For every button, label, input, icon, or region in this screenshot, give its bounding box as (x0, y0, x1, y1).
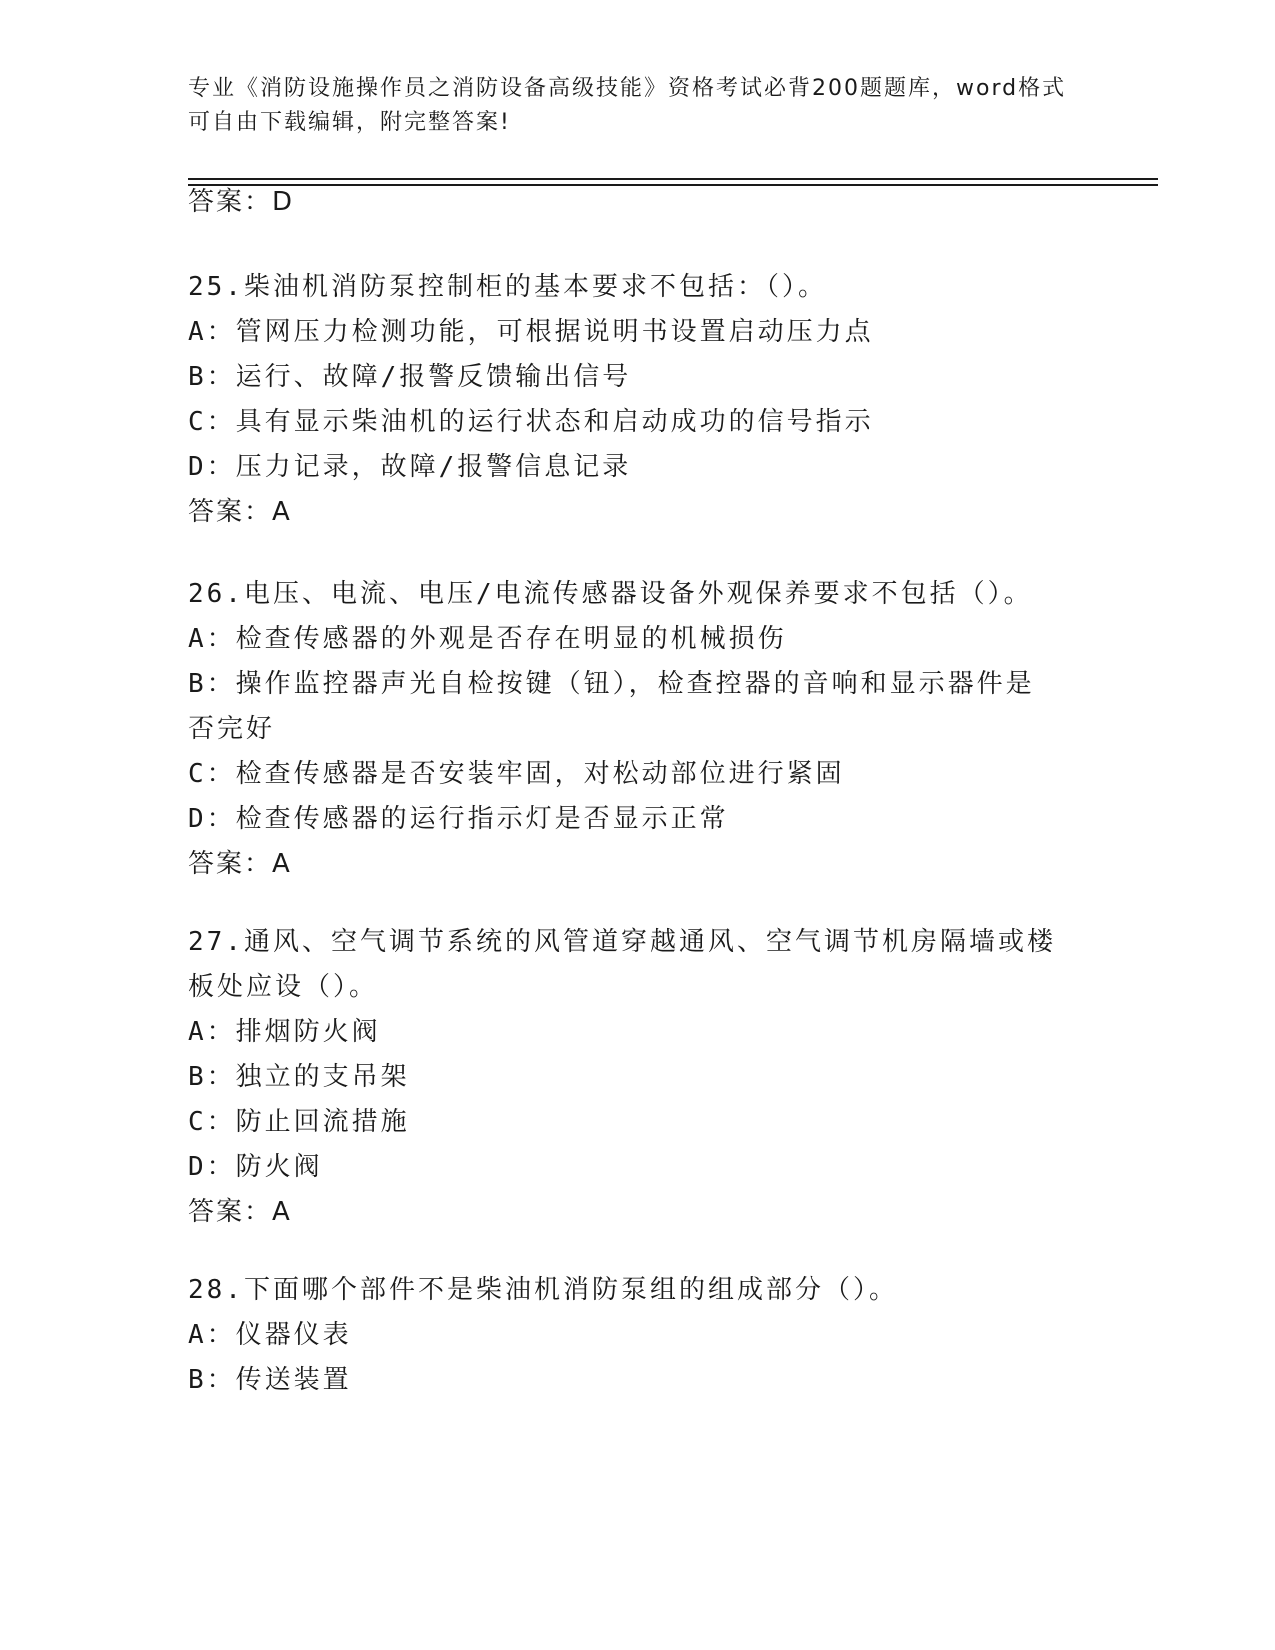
option-c: C：防止回流措施 (188, 1107, 410, 1137)
answer-text: 答案：D (188, 187, 295, 217)
option-b: B：独立的支吊架 (188, 1062, 410, 1092)
option-d: D：压力记录，故障/报警信息记录 (188, 452, 632, 482)
answer-text: 答案：A (188, 849, 292, 879)
answer-text: 答案：A (188, 497, 292, 527)
answer-text: 答案：A (188, 1197, 292, 1227)
question-stem: 28.下面哪个部件不是柴油机消防泵组的组成部分（）。 (188, 1275, 898, 1305)
option-d: D：防火阀 (188, 1152, 323, 1182)
question-28 (188, 1268, 1088, 1403)
option-b: B：运行、故障/报警反馈输出信号 (188, 362, 632, 392)
question-stem: 26.电压、电流、电压/电流传感器设备外观保养要求不包括（）。 (188, 579, 1033, 609)
option-a: A：仪器仪表 (188, 1320, 352, 1350)
option-d: D：检查传感器的运行指示灯是否显示正常 (188, 804, 729, 834)
option-b: B：传送装置 (188, 1365, 352, 1395)
question-26 (188, 572, 1088, 887)
question-stem: 25.柴油机消防泵控制柜的基本要求不包括：（）。 (188, 272, 827, 302)
option-c: C：具有显示柴油机的运行状态和启动成功的信号指示 (188, 407, 874, 437)
option-b: B：操作监控器声光自检按键（钮），检查控器的音响和显示器件是否完好 (188, 669, 1035, 744)
option-a: A：管网压力检测功能，可根据说明书设置启动压力点 (188, 317, 874, 347)
question-25 (188, 265, 1088, 535)
answer-block-24 (188, 180, 1088, 225)
document-header: 专业《消防设施操作员之消防设备高级技能》资格考试必背200题题库，word格式可自由下载编辑，附完整答案! (188, 76, 1067, 135)
question-27 (188, 920, 1088, 1235)
option-a: A：检查传感器的外观是否存在明显的机械损伤 (188, 624, 787, 654)
question-stem: 27.通风、空气调节系统的风管道穿越通风、空气调节机房隔墙或楼板处应设（）。 (188, 927, 1056, 1002)
option-c: C：检查传感器是否安装牢固，对松动部位进行紧固 (188, 759, 845, 789)
option-a: A：排烟防火阀 (188, 1017, 381, 1047)
